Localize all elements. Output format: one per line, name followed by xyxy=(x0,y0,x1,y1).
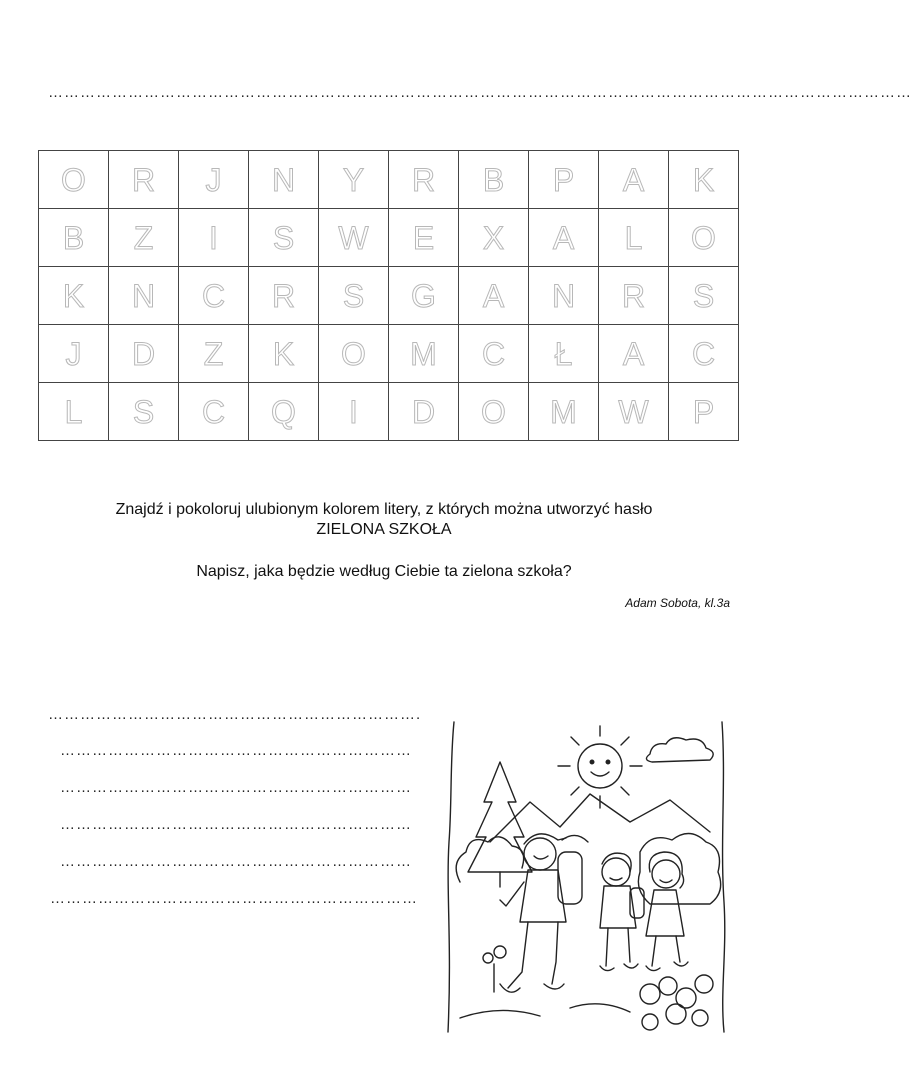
grid-letter-cell: O xyxy=(319,325,389,383)
writing-line: ………………………………………………………… xyxy=(60,779,412,796)
girl-figure xyxy=(646,852,688,971)
grid-letter-cell: Z xyxy=(109,209,179,267)
grid-letter-cell: S xyxy=(109,383,179,441)
grid-letter-cell: D xyxy=(109,325,179,383)
grid-letter-cell: R xyxy=(599,267,669,325)
instruction-text: Znajdź i pokoloruj ulubionym kolorem litery, z których można utworzyć hasło xyxy=(115,501,653,518)
cloud-icon xyxy=(646,738,713,762)
grid-row xyxy=(39,383,739,441)
girl-figure xyxy=(600,853,644,970)
grid-letter-cell: C xyxy=(179,267,249,325)
grid-letter-cell: D xyxy=(389,383,459,441)
grid-letter-cell: W xyxy=(319,209,389,267)
boy-figure xyxy=(500,834,588,992)
password-text: ZIELONA SZKOŁA xyxy=(316,521,452,538)
letter-grid xyxy=(38,150,739,441)
grid-letter-cell: S xyxy=(249,209,319,267)
grid-letter-cell: Q xyxy=(249,383,319,441)
grid-letter-cell: K xyxy=(249,325,319,383)
writing-line: ……………………………………………………………. xyxy=(48,706,422,723)
grid-letter-cell: R xyxy=(389,151,459,209)
hiking-children-illustration xyxy=(440,722,730,1032)
grid-letter-cell: M xyxy=(389,325,459,383)
grid-letter-cell: K xyxy=(669,151,739,209)
grid-letter-cell: M xyxy=(529,383,599,441)
grid-letter-cell: G xyxy=(389,267,459,325)
grid-row xyxy=(39,325,739,383)
grid-letter-cell: B xyxy=(459,151,529,209)
grid-letter-cell: O xyxy=(459,383,529,441)
writing-line: ………………………………………………………… xyxy=(60,816,412,833)
grid-letter-cell: K xyxy=(39,267,109,325)
grid-letter-cell: J xyxy=(39,325,109,383)
grid-letter-cell: E xyxy=(389,209,459,267)
grid-letter-cell: S xyxy=(319,267,389,325)
grid-letter-cell: O xyxy=(39,151,109,209)
grid-letter-cell: A xyxy=(599,325,669,383)
grid-letter-cell: C xyxy=(459,325,529,383)
grid-letter-cell: R xyxy=(249,267,319,325)
grid-letter-cell: P xyxy=(529,151,599,209)
grid-letter-cell: L xyxy=(39,383,109,441)
grid-letter-cell: B xyxy=(39,209,109,267)
grid-letter-cell: S xyxy=(669,267,739,325)
grid-letter-cell: J xyxy=(179,151,249,209)
writing-line: ………………………………………………………… xyxy=(60,742,412,759)
grid-row xyxy=(39,209,739,267)
grid-row xyxy=(39,267,739,325)
grid-letter-cell: N xyxy=(249,151,319,209)
grid-letter-cell: C xyxy=(179,383,249,441)
sun-icon xyxy=(558,726,642,808)
grid-letter-cell: L xyxy=(599,209,669,267)
grid-letter-cell: W xyxy=(599,383,669,441)
grid-letter-cell: Ł xyxy=(529,325,599,383)
question-text: Napisz, jaka będzie według Ciebie ta zielona szkoła? xyxy=(196,563,572,580)
grid-letter-cell: Z xyxy=(179,325,249,383)
grid-letter-cell: A xyxy=(459,267,529,325)
grid-letter-cell: I xyxy=(179,209,249,267)
grid-letter-cell: A xyxy=(599,151,669,209)
grid-letter-cell: Y xyxy=(319,151,389,209)
top-dotted-line: ……………………………………………………………………………………………………………………………………………… xyxy=(48,84,912,101)
grid-letter-cell: I xyxy=(319,383,389,441)
grid-letter-cell: R xyxy=(109,151,179,209)
grid-letter-cell: C xyxy=(669,325,739,383)
grid-letter-cell: O xyxy=(669,209,739,267)
grid-row xyxy=(39,151,739,209)
writing-line: …………………………………………………………… xyxy=(50,890,418,907)
grid-letter-cell: N xyxy=(529,267,599,325)
author-credit: Adam Sobota, kl.3a xyxy=(625,596,730,610)
grid-letter-cell: A xyxy=(529,209,599,267)
grid-letter-cell: N xyxy=(109,267,179,325)
writing-line: ………………………………………………………… xyxy=(60,853,412,870)
grid-letter-cell: P xyxy=(669,383,739,441)
grid-letter-cell: X xyxy=(459,209,529,267)
